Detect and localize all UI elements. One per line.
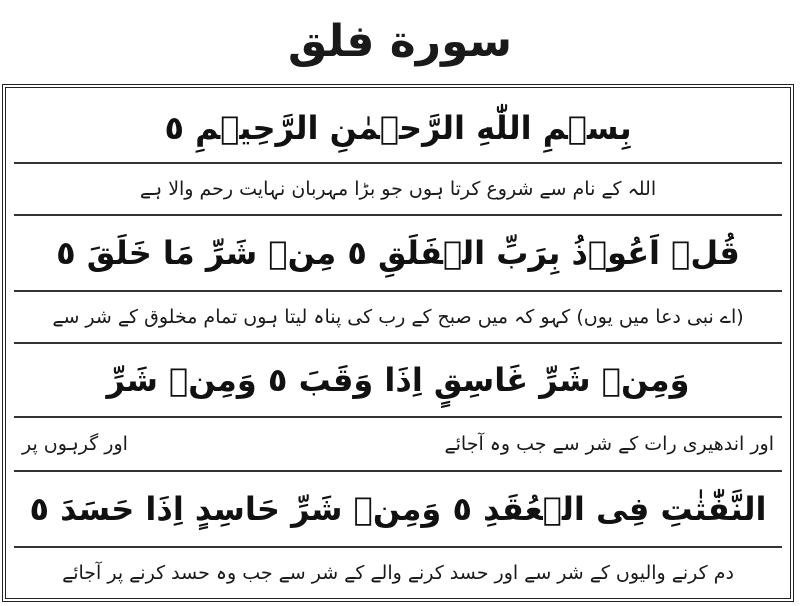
- verse-4-5-translation: دم کرنے والیوں کے شر سے اور حسد کرنے والے کے شر سے جب وہ حسد کرنے پر آجائے: [62, 562, 734, 584]
- verse-3-arabic: وَمِنۡ شَرِّ غَاسِقٍ اِذَا وَقَبَ ٥ وَمِنۡ شَرِّ: [106, 361, 690, 399]
- verse-4-5-translation-row: [14, 548, 782, 598]
- verse-4-5-arabic: النَّفّٰثٰتِ فِى الۡعُقَدِ ٥ وَمِنۡ شَرِّ حَاسِدٍ اِذَا حَسَدَ ٥: [29, 490, 767, 528]
- surah-title: سورة فلق: [288, 16, 512, 67]
- verse-frame: [2, 84, 794, 602]
- bismillah-translation: اللہ کے نام سے شروع کرتا ہوں جو بڑا مہربان نہایت رحم والا ہے: [139, 178, 657, 200]
- verse-3-translation-row: [14, 418, 782, 472]
- verse-4-5-row: [14, 472, 782, 548]
- verse-3-translation-left: اور گرہوں پر: [22, 433, 128, 455]
- verse-1-2-translation-row: [14, 292, 782, 344]
- verse-1-2-translation: (اے نبی دعا میں یوں) کہو کہ میں صبح کے رب کی پناہ لیتا ہوں تمام مخلوق کے شر سے: [52, 306, 744, 328]
- verse-3-translation-right: اور اندھیری رات کے شر سے جب وہ آجائے: [444, 433, 774, 455]
- bismillah-row: [14, 94, 782, 164]
- bismillah-arabic: بِسۡمِ اللّٰهِ الرَّحۡمٰنِ الرَّحِيۡمِ ٥: [164, 109, 632, 147]
- bismillah-translation-row: [14, 164, 782, 216]
- verse-3-row: [14, 344, 782, 418]
- verse-1-2-arabic: قُلۡ اَعُوۡذُ بِرَبِّ الۡفَلَقِ ٥ مِنۡ شَرِّ مَا خَلَقَ ٥: [56, 234, 740, 272]
- verse-1-2-row: [14, 216, 782, 292]
